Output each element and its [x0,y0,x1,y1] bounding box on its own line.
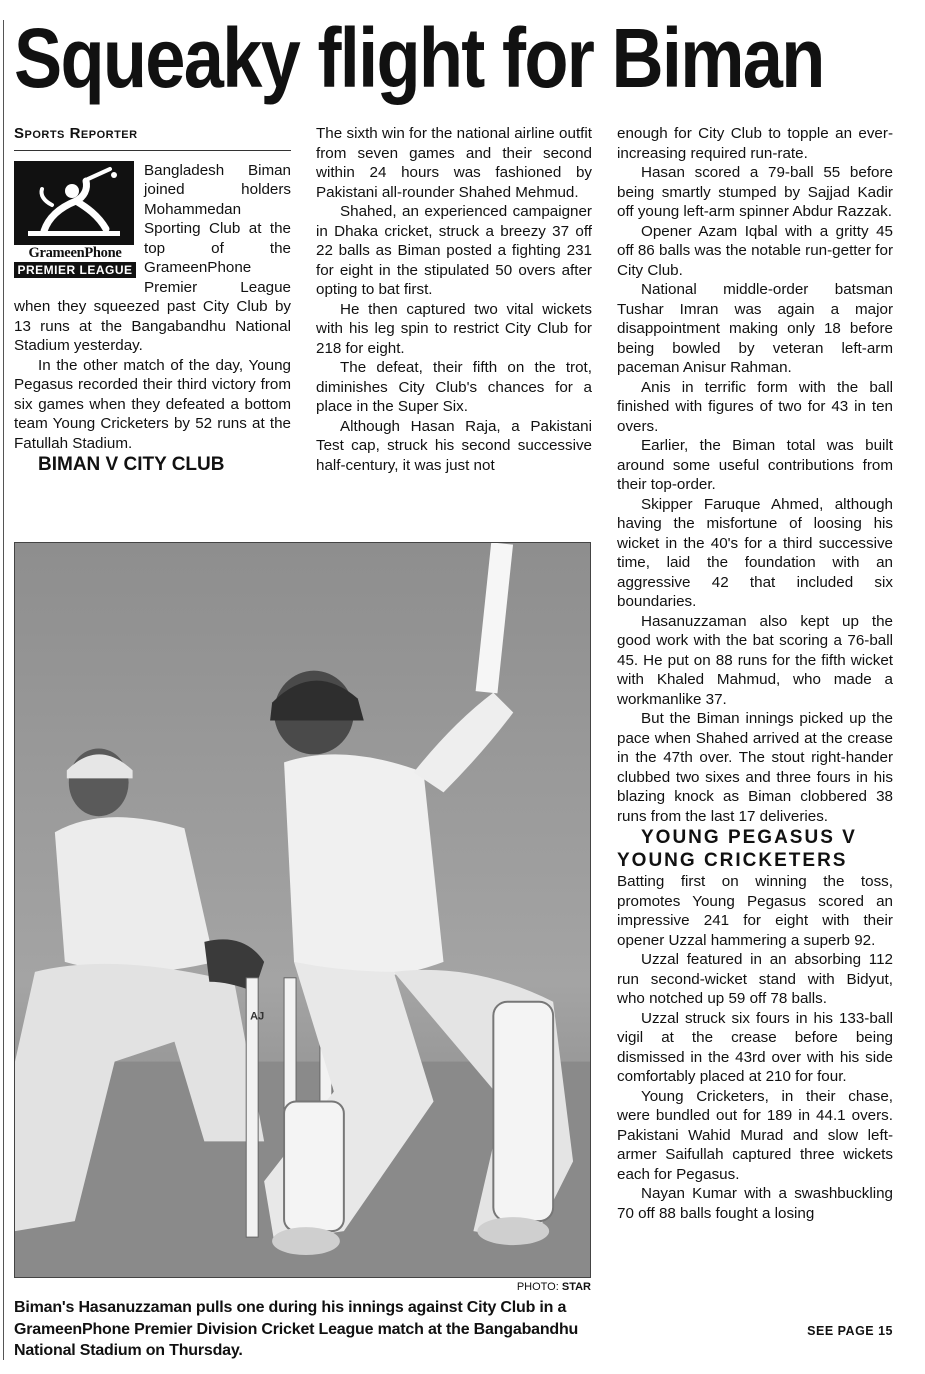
paragraph: In the other match of the day, Young Pegasus recorded their third victory from six games when they defeated a bottom team Young Cricketers by 52 runs at the Fatullah Stadium. [14,356,291,452]
paragraph: Hasanuzzaman also kept up the good work with the bat scoring a 76-ball 45. He put on 88 runs for the fifth wicket with Khaled Mahmud, who made a workmanlike 37. [617,612,893,708]
photo-credit [440,1280,591,1294]
league-logo [14,161,136,289]
article-column-3 [617,124,893,1223]
paragraph: Anis in terrific form with the ball finished with figures of two for 43 in ten overs. [617,378,893,435]
cricketer-logo-icon [14,161,134,245]
paragraph: The sixth win for the national airline outfit from seven games and their second within 24 hours was fashioned by Pakistani all-rounder Shahed Mehmud. [316,125,592,201]
paragraph: Although Hasan Raja, a Pakistani Test cap, struck his second successive half-century, it was just not [316,417,592,474]
byline: Sports Reporter [14,124,291,151]
paragraph: Hasan scored a 79-ball 55 before being smartly stumped by Sajjad Kadir off young left-arm spinner Abdur Razzak. [617,164,893,220]
continuation-link[interactable]: SEE PAGE 15 [807,1324,893,1338]
photo-credit-prefix: PHOTO: [516,1281,562,1293]
paragraph: Batting first on winning the toss, promotes Young Pegasus scored an impressive 241 for eight with their opener Uzzal hammering a superb 92. [617,873,893,949]
paragraph: National middle-order batsman Tushar Imran was again a major disappointment making only 18 before being bowled by veteran left-arm paceman Anisur Rahman. [617,281,893,376]
paragraph: Shahed, an experienced campaigner in Dhaka cricket, struck a breezy 37 off 22 balls as Biman posted a fighting 231 for eight in the stipulated 50 overs after opting to bat first. [316,203,592,298]
cricket-photo [14,542,591,1278]
left-column-rule [3,20,4,1360]
section-subhead: BIMAN V CITY CLUB [38,454,225,475]
paragraph: enough for City Club to topple an ever-increasing required run-rate. [617,125,893,162]
batsman-and-wicketkeeper-illustration [15,543,590,1277]
headline: Squeaky flight for Biman [14,11,824,105]
article-column-2 [316,124,592,475]
paragraph: Nayan Kumar with a swashbuckling 70 off 88 balls fought a losing [617,1185,893,1222]
paragraph: Opener Azam Iqbal with a gritty 45 off 86 balls was the notable run-getter for City Club. [617,222,893,279]
logo-brand-text: GrameenPhone [28,244,122,261]
stump-mark: AJ [250,1010,265,1023]
paragraph: Uzzal struck six fours in his 133-ball vigil at the crease before being dismissed in the 43rd over with his side comfortably placed at 210 for four. [617,1009,893,1085]
photo-caption: Biman's Hasanuzzaman pulls one during his innings against City Club in a GrameenPhone Premier Division Cricket League match at the Bangabandhu National Stadium on Thursday. [14,1299,579,1359]
paragraph: He then captured two vital wickets with his leg spin to restrict City Club for 218 for eight. [316,300,592,357]
logo-league-text: PREMIER LEAGUE [14,262,136,278]
paragraph: Bangladesh Biman joined holders Mohammedan Sporting Club at the top of the GrameenPhone Premier League when they squeezed past City Club by 13 runs at the Bangabandhu National Stadium yesterday. [14,161,291,354]
section-subhead: YOUNG PEGASUS V YOUNG CRICKETERS [617,827,857,871]
paragraph: Earlier, the Biman total was built around some useful contributions from their top-order. [617,437,893,493]
paragraph: Young Cricketers, in their chase, were bundled out for 189 in 44.1 overs. Pakistani Wahid Murad and slow left-armer Saifullah captured three wickets each for Pegasus. [617,1087,893,1183]
paragraph: But the Biman innings picked up the pace when Shahed arrived at the crease in the 47th over. The stout right-hander clubbed two sixes and three fours in his blazing knock as Biman clobbered 38 runs from the last 17 deliveries. [617,710,893,825]
paragraph: Uzzal featured in an absorbing 112 run second-wicket stand with Bidyut, who notched up 59 off 78 balls. [617,951,893,1007]
photo-credit-source: STAR [561,1281,591,1293]
paragraph: The defeat, their fifth on the trot, diminishes City Club's chances for a place in the Super Six. [316,359,592,415]
paragraph: Skipper Faruque Ahmed, although having the misfortune of loosing his wicket in the 40's for a third successive time, laid the foundation with an aggressive 42 that included six boundaries. [617,495,893,610]
article-column-1 [14,124,291,477]
